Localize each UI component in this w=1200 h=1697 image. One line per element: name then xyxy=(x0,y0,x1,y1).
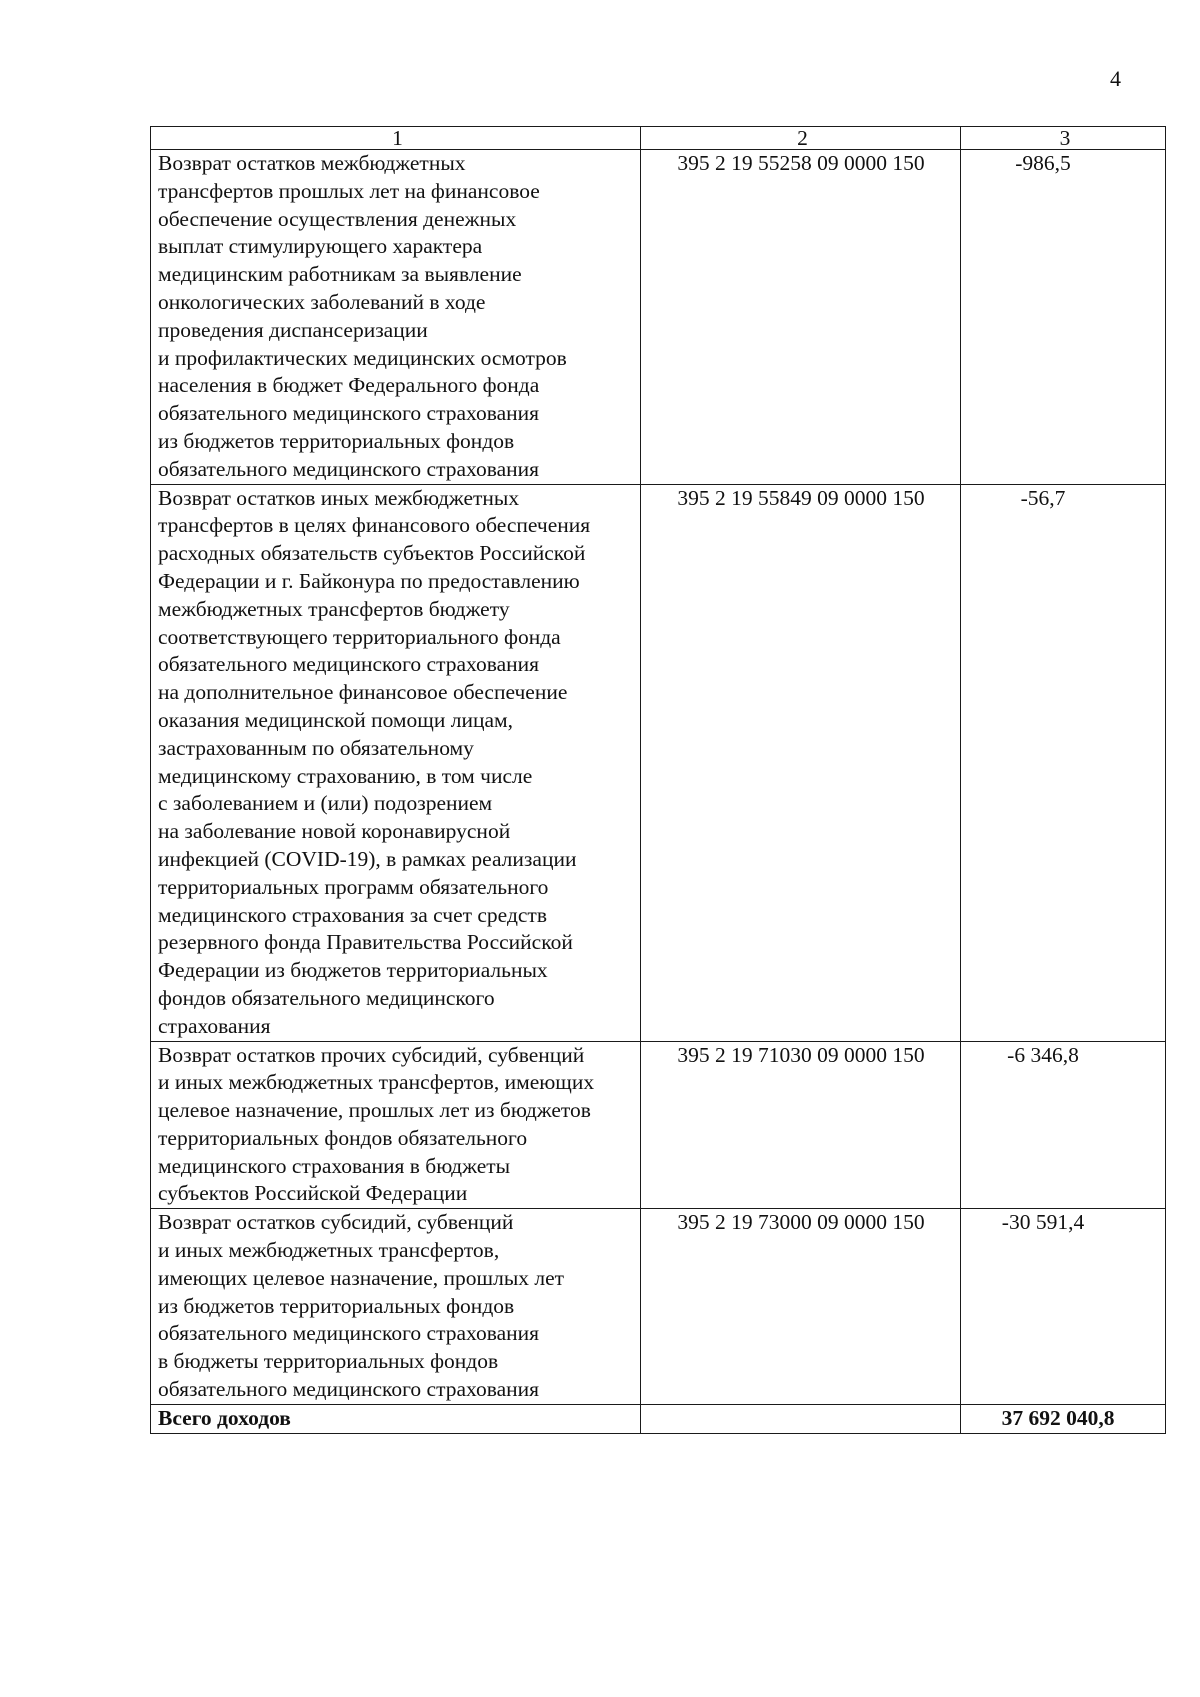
table-row xyxy=(151,1041,1166,1209)
description-line: фондов обязательного медицинского xyxy=(158,985,495,1010)
table-body xyxy=(151,150,1166,1434)
total-row xyxy=(151,1404,1166,1433)
row-code: 395 2 19 55849 09 0000 150 xyxy=(641,484,961,1041)
column-header-1: 1 xyxy=(151,127,641,150)
column-header-2: 2 xyxy=(641,127,961,150)
description-line: проведения диспансеризации xyxy=(158,317,428,342)
description-line: на заболевание новой коронавирусной xyxy=(158,819,511,844)
description-line: медицинского страхования в бюджеты xyxy=(158,1153,511,1178)
description-line: Возврат остатков межбюджетных xyxy=(158,151,466,175)
description-line: резервного фонда Правительства Российской xyxy=(158,930,573,955)
table-row xyxy=(151,150,1166,485)
row-code: 395 2 19 71030 09 0000 150 xyxy=(641,1041,961,1209)
row-code: 395 2 19 55258 09 0000 150 xyxy=(641,150,961,485)
description-line: населения в бюджет Федерального фонда xyxy=(158,373,540,398)
description-line: и иных межбюджетных трансфертов, xyxy=(158,1238,500,1263)
description-line: онкологических заболеваний в ходе xyxy=(158,289,486,314)
total-label: Всего доходов xyxy=(151,1404,641,1433)
column-header-3: 3 xyxy=(961,127,1166,150)
description-line: обязательного медицинского страхования xyxy=(158,456,540,481)
description-line: с заболеванием и (или) подозрением xyxy=(158,791,493,816)
description-line: и профилактических медицинских осмотров xyxy=(158,345,567,370)
row-amount: -6 346,8 xyxy=(961,1041,1166,1209)
description-line: Возврат остатков прочих субсидий, субвенций xyxy=(158,1042,585,1067)
description-line: выплат стимулирующего характера xyxy=(158,234,483,259)
description-line: застрахованным по обязательному xyxy=(158,735,474,760)
description-line: и иных межбюджетных трансфертов, имеющих xyxy=(158,1070,595,1095)
description-line: инфекцией (COVID-19), в рамках реализации xyxy=(158,846,577,871)
description-line: обязательного медицинского страхования xyxy=(158,652,540,677)
description-line: оказания медицинской помощи лицам, xyxy=(158,707,513,732)
description-line: территориальных программ обязательного xyxy=(158,874,549,899)
description-line: Возврат остатков субсидий, субвенций xyxy=(158,1210,514,1235)
description-line: из бюджетов территориальных фондов xyxy=(158,428,515,453)
description-line: обязательного медицинского страхования xyxy=(158,1377,540,1402)
description-line: имеющих целевое назначение, прошлых лет xyxy=(158,1265,565,1290)
description-line: соответствующего территориального фонда xyxy=(158,624,561,649)
description-line: субъектов Российской Федерации xyxy=(158,1181,468,1206)
description-line: обязательного медицинского страхования xyxy=(158,1321,540,1346)
description-line: трансфертов в целях финансового обеспечения xyxy=(158,513,591,538)
description-line: Возврат остатков иных межбюджетных xyxy=(158,485,520,510)
row-description xyxy=(151,1209,641,1405)
description-line: расходных обязательств субъектов Российской xyxy=(158,541,586,566)
description-line: обеспечение осуществления денежных xyxy=(158,206,517,231)
total-amount: 37 692 040,8 xyxy=(961,1404,1166,1433)
row-description xyxy=(151,484,641,1041)
description-line: обязательного медицинского страхования xyxy=(158,401,540,426)
description-line: межбюджетных трансфертов бюджету xyxy=(158,596,510,621)
description-line: в бюджеты территориальных фондов xyxy=(158,1349,499,1374)
row-amount: -30 591,4 xyxy=(961,1209,1166,1405)
row-description xyxy=(151,1041,641,1209)
description-line: страхования xyxy=(158,1013,271,1038)
row-description xyxy=(151,150,641,485)
table-row xyxy=(151,484,1166,1041)
description-line: целевое назначение, прошлых лет из бюджетов xyxy=(158,1098,591,1123)
row-amount: -986,5 xyxy=(961,150,1166,485)
description-line: медицинским работникам за выявление xyxy=(158,262,522,287)
page-number: 4 xyxy=(1110,66,1121,91)
description-line: Федерации из бюджетов территориальных xyxy=(158,958,548,983)
table-row xyxy=(151,1209,1166,1405)
header-row xyxy=(151,127,1166,150)
table-header xyxy=(151,127,1166,150)
description-line: медицинского страхования за счет средств xyxy=(158,902,547,927)
description-line: трансфертов прошлых лет на финансовое xyxy=(158,178,540,203)
row-amount: -56,7 xyxy=(961,484,1166,1041)
budget-revenue-table xyxy=(150,126,1166,1434)
total-code xyxy=(641,1404,961,1433)
description-line: территориальных фондов обязательного xyxy=(158,1125,528,1150)
description-line: Федерации и г. Байконура по предоставлению xyxy=(158,568,580,593)
description-line: на дополнительное финансовое обеспечение xyxy=(158,680,568,705)
description-line: из бюджетов территориальных фондов xyxy=(158,1293,515,1318)
description-line: медицинскому страхованию, в том числе xyxy=(158,763,533,788)
row-code: 395 2 19 73000 09 0000 150 xyxy=(641,1209,961,1405)
